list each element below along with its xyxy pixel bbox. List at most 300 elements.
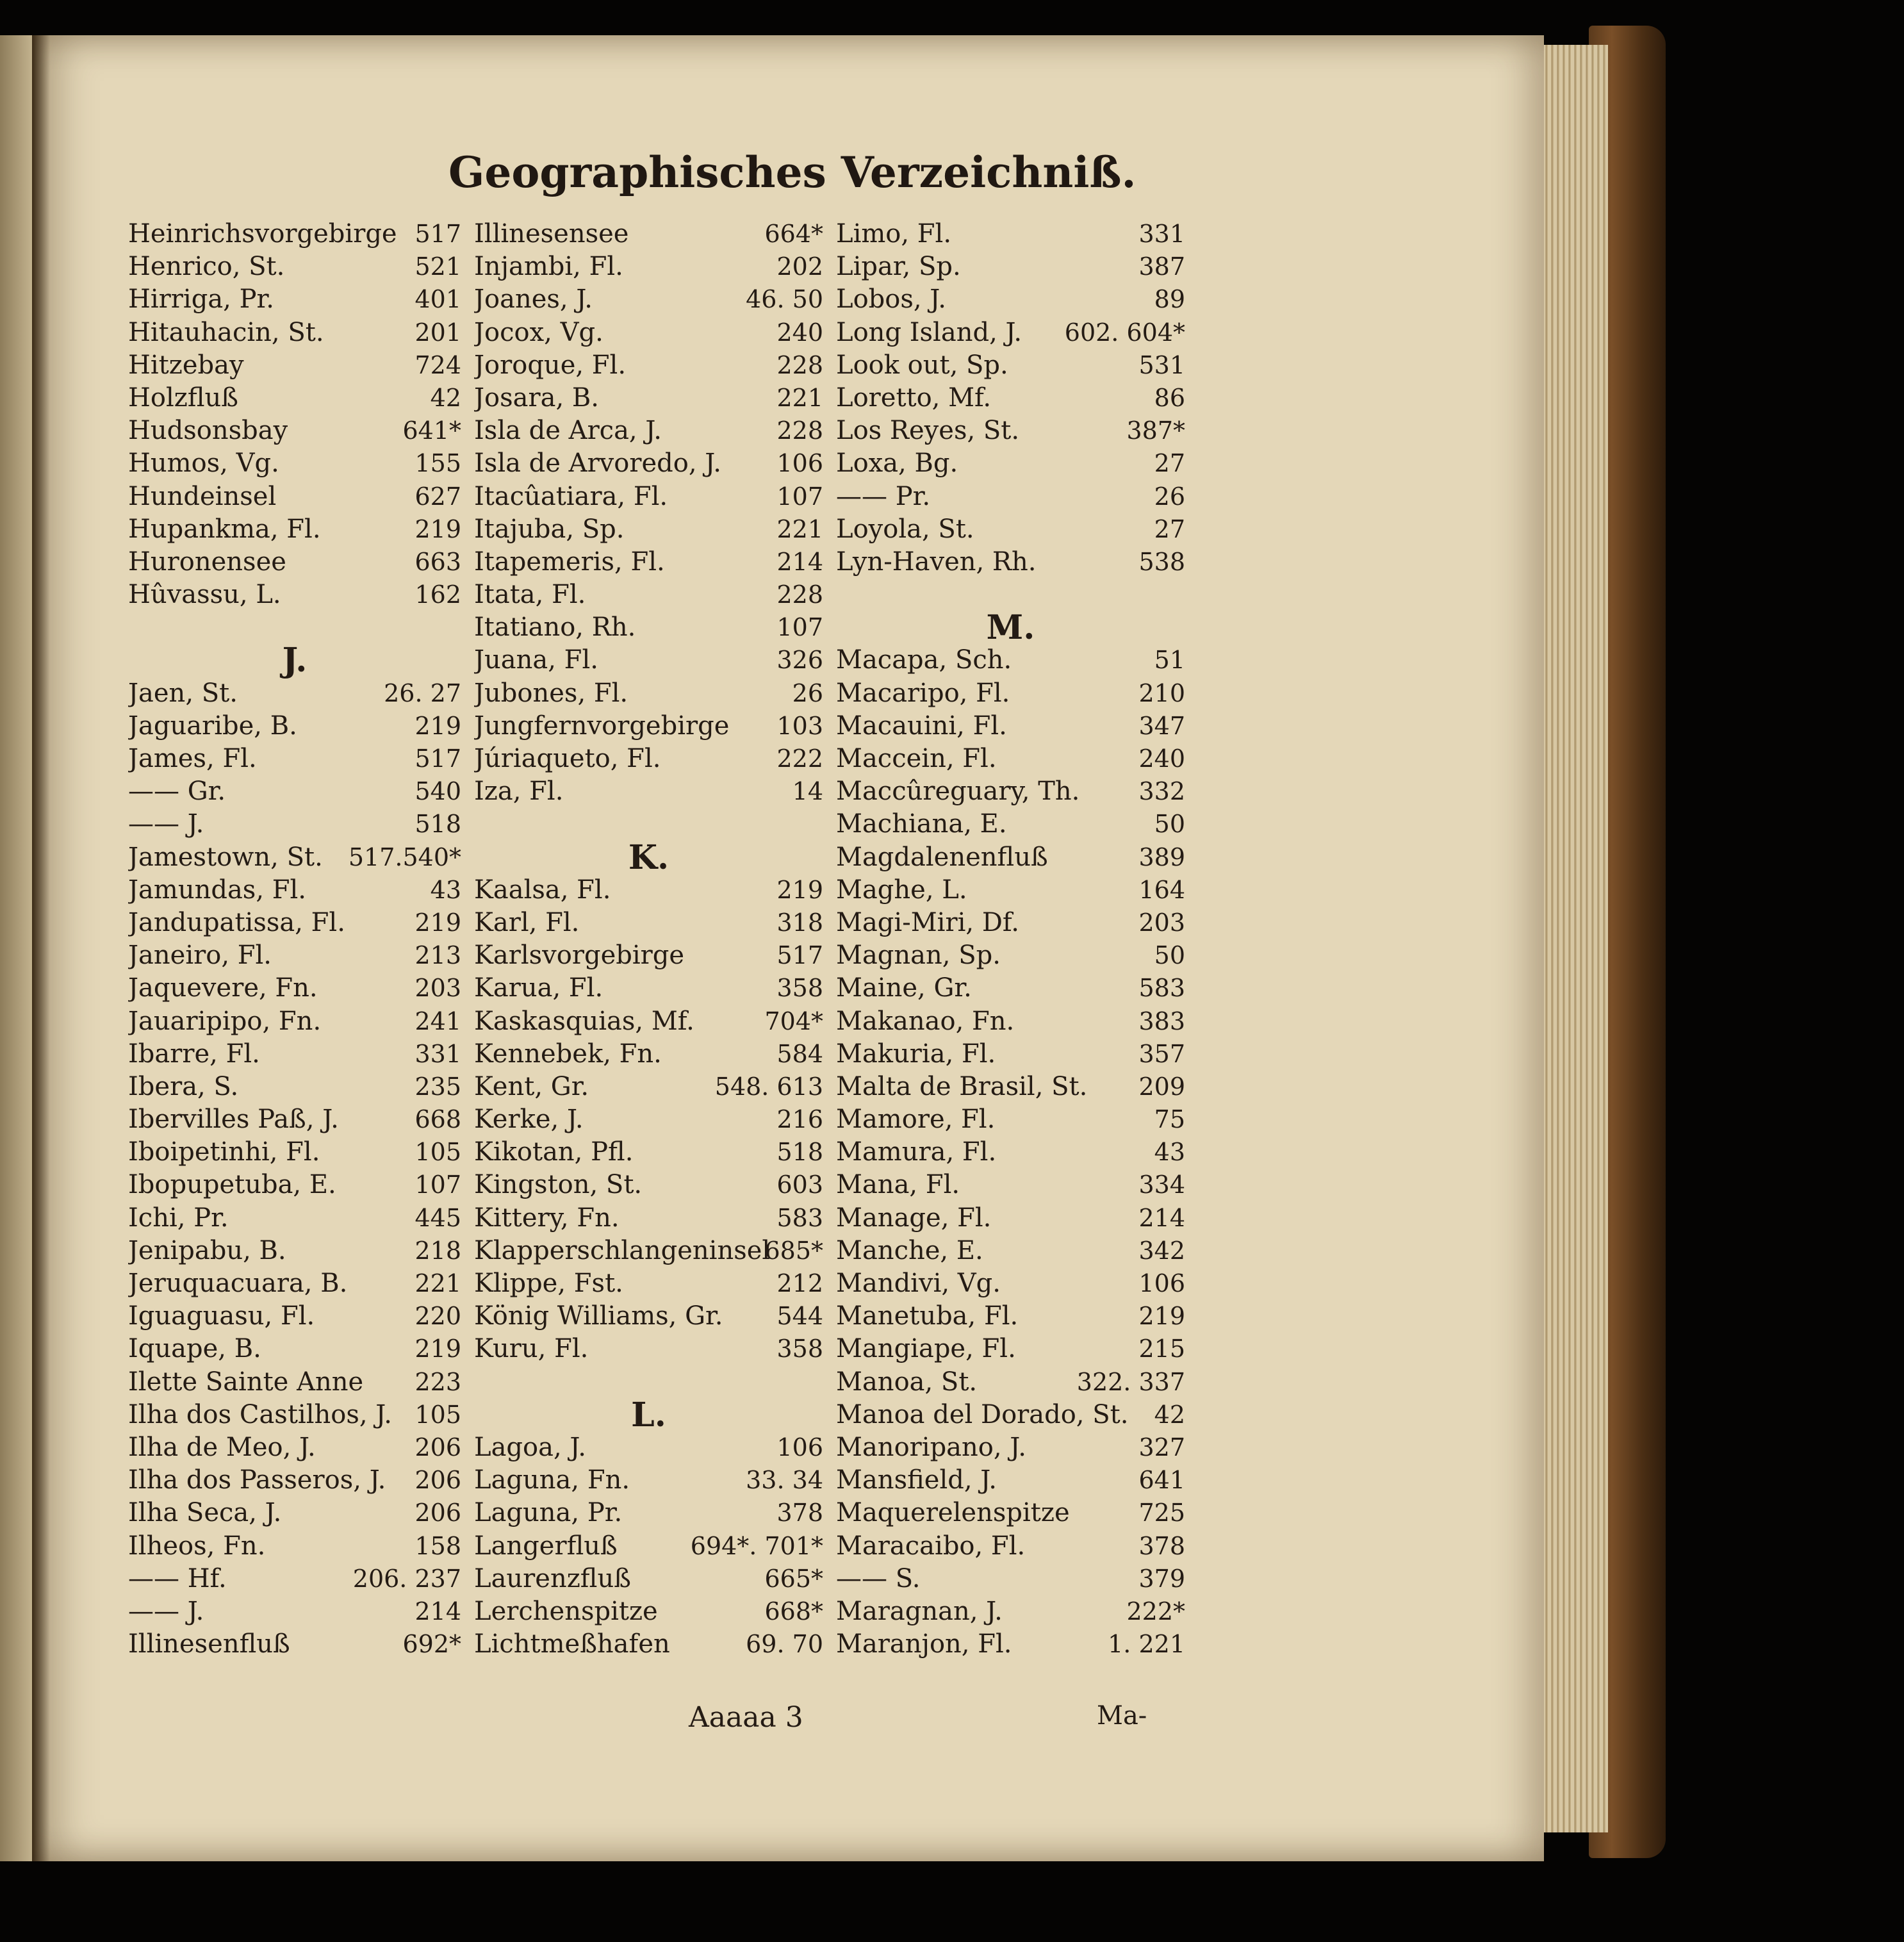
page-title: Geographisches Verzeichniß. <box>448 147 1137 197</box>
index-entry <box>836 1202 1185 1235</box>
entry-name: Lobos, J. <box>836 284 946 315</box>
index-entry <box>836 1235 1185 1267</box>
entry-pages: 106 <box>776 449 823 478</box>
index-entry <box>128 1431 461 1464</box>
entry-pages: 725 <box>1138 1499 1185 1527</box>
entry-pages: 222* <box>1126 1597 1185 1625</box>
entry-name: Injambi, Fl. <box>474 252 623 282</box>
entry-pages: 387* <box>1126 416 1185 445</box>
index-entry <box>128 808 461 841</box>
section-letter: K. <box>628 837 669 877</box>
index-entry <box>128 1071 461 1103</box>
entry-pages: 212 <box>776 1269 823 1297</box>
index-entry <box>836 1267 1185 1300</box>
index-entry <box>474 775 823 808</box>
entry-pages: 219 <box>414 1335 461 1363</box>
entry-name: —— Hf. <box>128 1563 227 1593</box>
entry-pages: 322. 337 <box>1076 1367 1185 1396</box>
entry-pages: 228 <box>776 416 823 445</box>
entry-name: Mandivi, Vg. <box>836 1269 1001 1298</box>
entry-name: Ilette Sainte Anne <box>128 1367 364 1397</box>
entry-pages: 517 <box>414 745 461 773</box>
entry-name: Jaquevere, Fn. <box>128 973 318 1003</box>
entry-name: Macaripo, Fl. <box>836 678 1010 708</box>
entry-pages: 43 <box>430 875 461 904</box>
entry-name: Itajuba, Sp. <box>474 514 625 544</box>
index-entry <box>128 1333 461 1365</box>
entry-pages: 641* <box>402 416 461 445</box>
entry-pages: 158 <box>414 1531 461 1560</box>
index-entry <box>128 1169 461 1201</box>
entry-pages: 216 <box>776 1105 823 1134</box>
entry-name: Laurenzfluß <box>474 1563 631 1593</box>
index-entry <box>128 415 461 447</box>
index-entry <box>474 1071 823 1103</box>
entry-pages: 219 <box>1138 1302 1185 1331</box>
entry-pages: 517 <box>414 220 461 248</box>
entry-name: Kikotan, Pfl. <box>474 1137 634 1167</box>
entry-pages: 221 <box>414 1269 461 1297</box>
index-entry <box>836 710 1185 743</box>
entry-name: Laguna, Pr. <box>474 1498 623 1528</box>
entry-pages: 332 <box>1138 777 1185 806</box>
index-entry <box>128 1464 461 1497</box>
entry-name: Ichi, Pr. <box>128 1203 229 1233</box>
index-entry <box>474 1497 823 1529</box>
entry-pages: 378 <box>1138 1531 1185 1560</box>
entry-name: Mansfield, J. <box>836 1465 997 1495</box>
entry-pages: 538 <box>1138 547 1185 576</box>
entry-pages: 668* <box>764 1597 823 1625</box>
entry-name: Isla de Arvoredo, J. <box>474 448 721 479</box>
entry-pages: 162 <box>414 580 461 609</box>
entry-name: Klippe, Fst. <box>474 1269 623 1298</box>
entry-name: Limo, Fl. <box>836 219 952 249</box>
entry-name: Maranjon, Fl. <box>836 1629 1012 1659</box>
entry-pages: 210 <box>1138 679 1185 707</box>
entry-pages: 219 <box>414 908 461 937</box>
index-entry <box>836 743 1185 775</box>
entry-name: Maine, Gr. <box>836 973 972 1003</box>
index-entry <box>474 317 823 349</box>
entry-pages: 228 <box>776 580 823 609</box>
index-entry <box>474 1563 823 1595</box>
entry-pages: 33. 34 <box>746 1466 823 1495</box>
entry-name: Manoripano, J. <box>836 1432 1026 1462</box>
entry-pages: 342 <box>1138 1236 1185 1265</box>
entry-pages: 331 <box>1138 220 1185 248</box>
entry-pages: 334 <box>1138 1171 1185 1199</box>
entry-name: Illinesenfluß <box>128 1629 290 1659</box>
entry-name: Iguaguasu, Fl. <box>128 1301 315 1331</box>
entry-pages: 46. 50 <box>746 285 823 314</box>
entry-pages: 517 <box>776 941 823 970</box>
entry-name: Júriaqueto, Fl. <box>474 744 661 773</box>
entry-pages: 206 <box>414 1433 461 1461</box>
entry-name: Ibarre, Fl. <box>128 1039 260 1069</box>
index-entry <box>474 415 823 447</box>
entry-name: Loretto, Mf. <box>836 383 992 413</box>
entry-pages: 378 <box>776 1499 823 1527</box>
entry-pages: 228 <box>776 350 823 379</box>
entry-pages: 240 <box>1138 745 1185 773</box>
entry-name: Itata, Fl. <box>474 580 586 610</box>
entry-pages: 603 <box>776 1171 823 1199</box>
entry-pages: 664* <box>764 220 823 248</box>
entry-pages: 327 <box>1138 1433 1185 1461</box>
index-entry <box>128 841 461 874</box>
index-entry <box>474 710 823 743</box>
entry-name: —— J. <box>128 1596 204 1626</box>
entry-pages: 685* <box>764 1236 823 1265</box>
entry-pages: 206 <box>414 1499 461 1527</box>
entry-pages: 540 <box>414 777 461 806</box>
index-entry <box>128 349 461 382</box>
entry-name: Manage, Fl. <box>836 1203 992 1233</box>
entry-name: Maccein, Fl. <box>836 744 997 773</box>
index-entry <box>474 382 823 415</box>
entry-pages: 43 <box>1154 1138 1185 1167</box>
index-entry <box>128 1366 461 1399</box>
entry-pages: 627 <box>414 482 461 511</box>
entry-pages: 240 <box>776 318 823 347</box>
entry-name: Jauaripipo, Fn. <box>128 1006 322 1036</box>
entry-name: Look out, Sp. <box>836 350 1008 380</box>
index-entry <box>836 1005 1185 1038</box>
index-entry <box>836 1530 1185 1563</box>
index-entry <box>128 481 461 513</box>
entry-name: Heinrichsvorgebirge <box>128 219 397 249</box>
entry-pages: 164 <box>1138 875 1185 904</box>
index-entry <box>474 546 823 579</box>
index-entry <box>128 1136 461 1169</box>
entry-name: Hundeinsel <box>128 481 277 511</box>
entry-pages: 155 <box>414 449 461 478</box>
index-column-1 <box>128 218 461 1661</box>
index-entry <box>128 382 461 415</box>
entry-pages: 641 <box>1138 1466 1185 1495</box>
entry-pages: 26. 27 <box>384 679 461 707</box>
entry-name: Macapa, Sch. <box>836 645 1012 675</box>
entry-name: Joanes, J. <box>474 284 593 315</box>
entry-name: Itapemeris, Fl. <box>474 547 665 577</box>
index-entry <box>474 1267 823 1300</box>
index-entry <box>474 481 823 513</box>
index-entry <box>128 907 461 939</box>
entry-name: Long Island, J. <box>836 317 1022 347</box>
index-entry <box>128 775 461 808</box>
index-entry <box>128 677 461 710</box>
entry-name: Manche, E. <box>836 1235 983 1265</box>
entry-name: Maccûreguary, Th. <box>836 777 1080 807</box>
entry-name: Jeruquacuara, B. <box>128 1269 348 1298</box>
entry-pages: 107 <box>414 1171 461 1199</box>
entry-name: Magdalenenfluß <box>836 842 1048 872</box>
index-entry <box>474 972 823 1005</box>
index-entry <box>128 710 461 743</box>
index-entry <box>836 1103 1185 1136</box>
entry-pages: 1. 221 <box>1108 1630 1185 1659</box>
entry-name: Itatiano, Rh. <box>474 613 636 643</box>
entry-name: Maquerelenspitze <box>836 1498 1070 1528</box>
entry-pages: 219 <box>776 875 823 904</box>
entry-name: Kennebek, Fn. <box>474 1039 662 1069</box>
index-entry <box>836 1300 1185 1333</box>
entry-name: Jungfernvorgebirge <box>474 711 730 741</box>
index-entry <box>474 743 823 775</box>
index-entry <box>474 1333 823 1365</box>
entry-pages: 103 <box>776 711 823 740</box>
entry-name: Isla de Arca, J. <box>474 416 662 446</box>
entry-name: Lagoa, J. <box>474 1432 587 1462</box>
entry-pages: 27 <box>1154 514 1185 543</box>
index-entry <box>474 1464 823 1497</box>
entry-name: Manoa del Dorado, St. <box>836 1399 1129 1429</box>
index-entry <box>128 447 461 480</box>
index-entry <box>128 1103 461 1136</box>
entry-name: Lyn-Haven, Rh. <box>836 547 1037 577</box>
index-entry <box>474 1005 823 1038</box>
entry-name: Kaalsa, Fl. <box>474 875 611 905</box>
entry-name: Makuria, Fl. <box>836 1039 996 1069</box>
index-entry <box>836 382 1185 415</box>
section-letter: L. <box>631 1395 666 1435</box>
entry-pages: 89 <box>1154 285 1185 314</box>
index-entry <box>128 743 461 775</box>
index-entry <box>474 874 823 907</box>
entry-name: Iboipetinhi, Fl. <box>128 1137 320 1167</box>
index-entry <box>836 415 1185 447</box>
entry-name: Jandupatissa, Fl. <box>128 907 345 937</box>
index-column-3 <box>836 218 1185 1661</box>
entry-name: Loyola, St. <box>836 514 974 544</box>
entry-name: Karua, Fl. <box>474 973 603 1003</box>
section-letter: J. <box>282 641 308 680</box>
entry-pages: 42 <box>1154 1400 1185 1429</box>
index-entry <box>836 283 1185 316</box>
entry-name: Hitauhacin, St. <box>128 317 324 347</box>
index-entry <box>836 1399 1185 1431</box>
index-entry <box>128 546 461 579</box>
entry-name: Hitzebay <box>128 350 244 380</box>
entry-name: Karlsvorgebirge <box>474 941 685 971</box>
entry-pages: 401 <box>414 285 461 314</box>
entry-pages: 445 <box>414 1203 461 1232</box>
entry-pages: 518 <box>414 810 461 839</box>
index-entry <box>128 1563 461 1595</box>
index-entry <box>128 579 461 611</box>
index-entry <box>128 513 461 546</box>
page-gutter <box>32 35 50 1861</box>
entry-name: Mana, Fl. <box>836 1170 960 1200</box>
entry-name: —— S. <box>836 1563 921 1593</box>
index-entry <box>836 513 1185 546</box>
entry-pages: 26 <box>792 679 823 707</box>
index-entry <box>474 939 823 972</box>
entry-pages: 548. 613 <box>714 1072 823 1101</box>
entry-name: Illinesensee <box>474 219 629 249</box>
entry-pages: 218 <box>414 1236 461 1265</box>
entry-pages: 692* <box>402 1630 461 1659</box>
index-entry <box>474 1431 823 1464</box>
entry-name: Huronensee <box>128 547 286 577</box>
entry-pages: 26 <box>1154 482 1185 511</box>
index-entry <box>474 513 823 546</box>
entry-name: Hupankma, Fl. <box>128 514 321 544</box>
entry-name: Los Reyes, St. <box>836 416 1020 446</box>
entry-name: Ilha de Meo, J. <box>128 1432 316 1462</box>
entry-pages: 387 <box>1138 252 1185 281</box>
entry-name: Langerfluß <box>474 1531 618 1561</box>
entry-name: —— Pr. <box>836 481 931 511</box>
entry-name: Makanao, Fn. <box>836 1006 1015 1036</box>
entry-pages: 583 <box>1138 974 1185 1003</box>
entry-name: Holzfluß <box>128 383 238 413</box>
index-entry <box>474 1169 823 1201</box>
entry-pages: 213 <box>414 941 461 970</box>
entry-name: Iza, Fl. <box>474 777 564 807</box>
index-entry <box>128 1005 461 1038</box>
index-entry <box>836 939 1185 972</box>
entry-pages: 724 <box>414 350 461 379</box>
entry-pages: 347 <box>1138 711 1185 740</box>
index-entry <box>836 841 1185 874</box>
index-entry <box>128 1497 461 1529</box>
index-entry <box>128 251 461 283</box>
entry-name: Kent, Gr. <box>474 1071 589 1101</box>
index-entry <box>128 283 461 316</box>
entry-pages: 206. 237 <box>352 1564 461 1593</box>
entry-name: Mamore, Fl. <box>836 1105 996 1135</box>
entry-pages: 663 <box>414 547 461 576</box>
index-entry <box>128 1530 461 1563</box>
index-entry <box>836 1497 1185 1529</box>
entry-name: Laguna, Fn. <box>474 1465 630 1495</box>
index-entry <box>836 251 1185 283</box>
entry-name: Mamura, Fl. <box>836 1137 997 1167</box>
index-entry <box>836 447 1185 480</box>
index-entry <box>836 579 1185 611</box>
index-entry <box>836 218 1185 251</box>
entry-name: Hirriga, Pr. <box>128 284 274 315</box>
index-entry <box>474 218 823 251</box>
index-entry <box>128 1267 461 1300</box>
section-letter: M. <box>986 608 1035 648</box>
entry-name: Jaguaribe, B. <box>128 711 297 741</box>
entry-pages: 358 <box>776 1335 823 1363</box>
index-entry <box>836 1595 1185 1628</box>
index-entry <box>128 611 461 644</box>
entry-pages: 518 <box>776 1138 823 1167</box>
entry-name: Joroque, Fl. <box>474 350 627 380</box>
entry-pages: 222 <box>776 745 823 773</box>
entry-name: Jocox, Vg. <box>474 317 603 347</box>
entry-name: Ilha dos Passeros, J. <box>128 1465 386 1495</box>
index-entry <box>836 1563 1185 1595</box>
entry-pages: 583 <box>776 1203 823 1232</box>
entry-pages: 215 <box>1138 1335 1185 1363</box>
entry-pages: 206 <box>414 1466 461 1495</box>
entry-pages: 51 <box>1154 646 1185 675</box>
index-entry <box>474 447 823 480</box>
entry-name: Karl, Fl. <box>474 907 580 937</box>
entry-pages: 202 <box>776 252 823 281</box>
entry-pages: 107 <box>776 613 823 642</box>
index-entry <box>474 611 823 644</box>
index-entry <box>836 546 1185 579</box>
entry-name: Jaen, St. <box>128 678 238 708</box>
entry-pages: 214 <box>414 1597 461 1625</box>
entry-pages: 105 <box>414 1400 461 1429</box>
entry-pages: 214 <box>1138 1203 1185 1232</box>
entry-name: Loxa, Bg. <box>836 448 958 479</box>
index-entry <box>128 1628 461 1661</box>
index-column-2 <box>474 218 823 1661</box>
index-entry <box>836 1464 1185 1497</box>
entry-name: Kuru, Fl. <box>474 1334 589 1364</box>
entry-name: Mangiape, Fl. <box>836 1334 1016 1364</box>
entry-name: —— Gr. <box>128 777 226 807</box>
index-entry <box>128 972 461 1005</box>
entry-pages: 331 <box>414 1039 461 1068</box>
entry-pages: 209 <box>1138 1072 1185 1101</box>
index-entry <box>474 1530 823 1563</box>
entry-pages: 704* <box>764 1007 823 1035</box>
entry-pages: 201 <box>414 318 461 347</box>
entry-pages: 668 <box>414 1105 461 1134</box>
entry-pages: 221 <box>776 383 823 412</box>
entry-pages: 357 <box>1138 1039 1185 1068</box>
entry-pages: 602. 604* <box>1064 318 1185 347</box>
index-entry <box>474 1202 823 1235</box>
entry-name: Kerke, J. <box>474 1105 584 1135</box>
index-entry <box>128 1235 461 1267</box>
entry-name: Kittery, Fn. <box>474 1203 620 1233</box>
entry-name: Hûvassu, L. <box>128 580 281 610</box>
entry-pages: 69. 70 <box>746 1630 823 1659</box>
entry-pages: 214 <box>776 547 823 576</box>
entry-pages: 219 <box>414 514 461 543</box>
entry-name: Manetuba, Fl. <box>836 1301 1019 1331</box>
entry-name: Jubones, Fl. <box>474 678 628 708</box>
index-entry <box>836 1169 1185 1201</box>
entry-name: Henrico, St. <box>128 252 285 282</box>
entry-pages: 27 <box>1154 449 1185 478</box>
entry-pages: 694*. 701* <box>690 1531 823 1560</box>
entry-name: Lipar, Sp. <box>836 252 961 282</box>
entry-pages: 50 <box>1154 810 1185 839</box>
entry-name: James, Fl. <box>128 744 257 773</box>
entry-pages: 220 <box>414 1302 461 1331</box>
entry-pages: 203 <box>414 974 461 1003</box>
entry-pages: 389 <box>1138 843 1185 871</box>
index-entry <box>128 1399 461 1431</box>
entry-pages: 379 <box>1138 1564 1185 1593</box>
entry-pages: 221 <box>776 514 823 543</box>
entry-pages: 241 <box>414 1007 461 1035</box>
index-entry <box>836 1628 1185 1661</box>
index-entry <box>474 1038 823 1071</box>
entry-name: Ilheos, Fn. <box>128 1531 266 1561</box>
index-entry <box>474 1366 823 1399</box>
entry-name: Ibopupetuba, E. <box>128 1170 336 1200</box>
entry-pages: 106 <box>1138 1269 1185 1297</box>
index-entry <box>836 907 1185 939</box>
entry-pages: 358 <box>776 974 823 1003</box>
index-entry <box>836 1071 1185 1103</box>
entry-pages: 14 <box>792 777 823 806</box>
entry-name: König Williams, Gr. <box>474 1301 723 1331</box>
